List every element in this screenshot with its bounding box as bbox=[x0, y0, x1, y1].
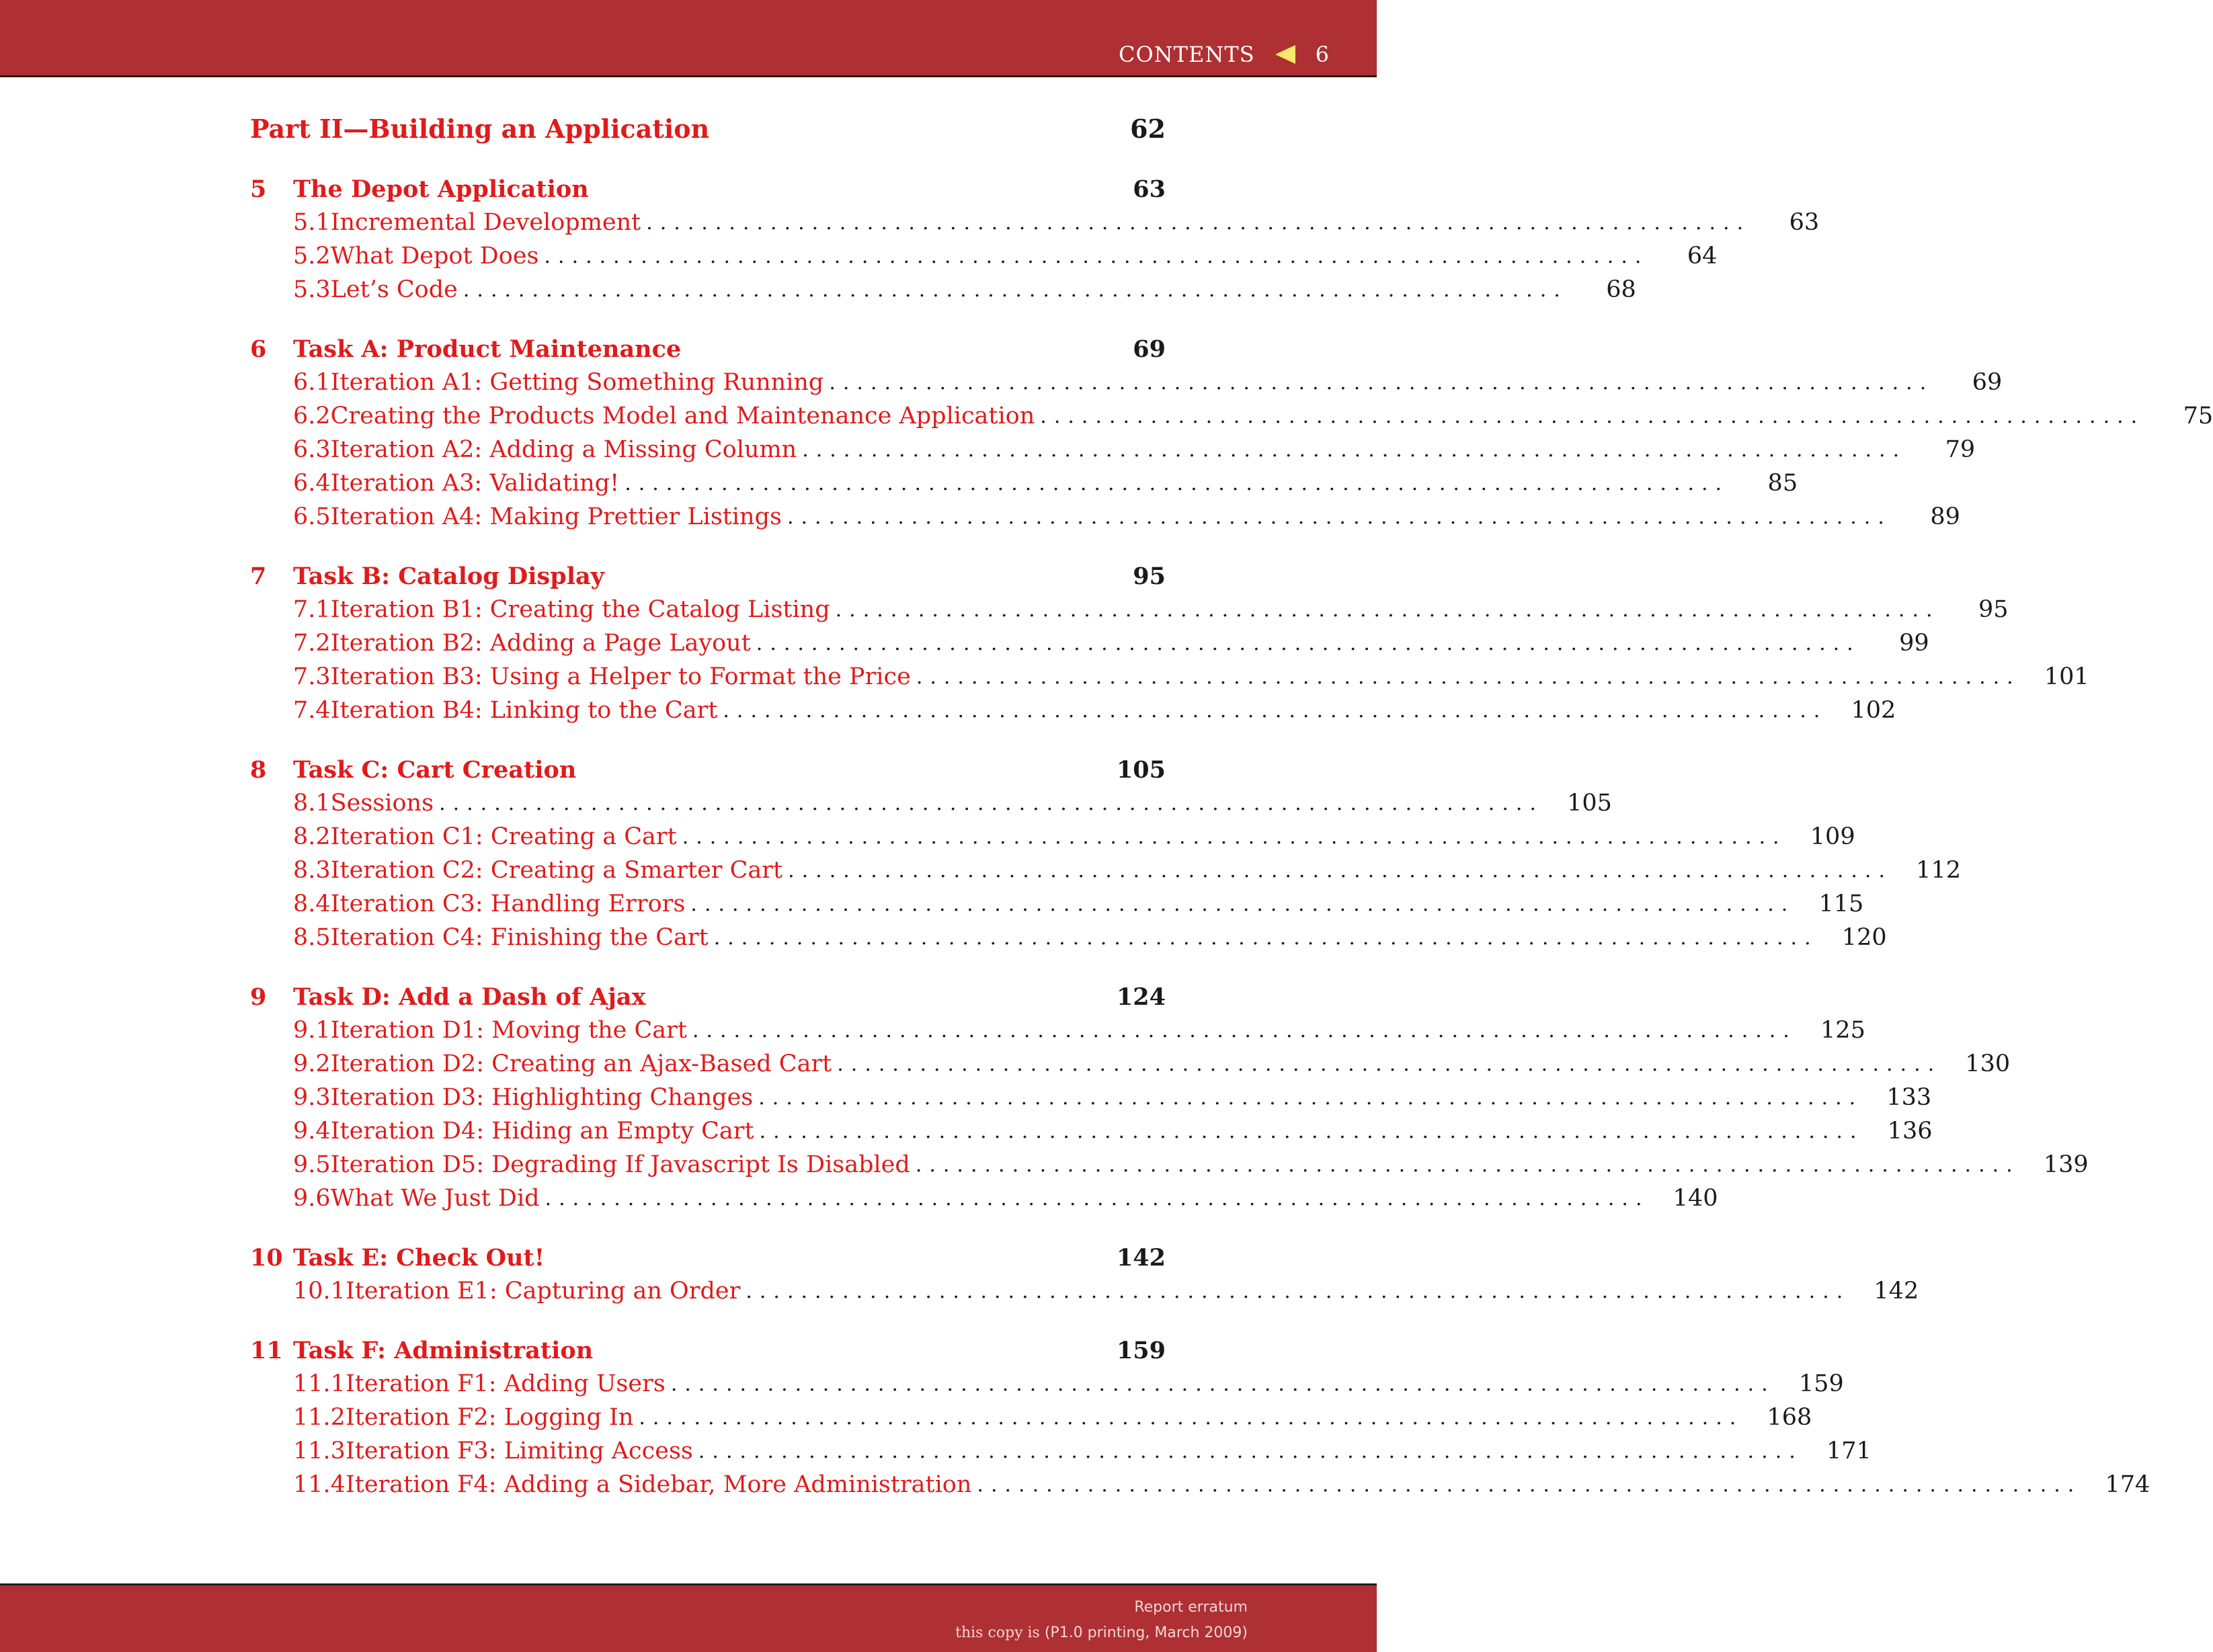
section-page-number: 101 bbox=[2044, 663, 2089, 690]
previous-page-arrow-icon[interactable] bbox=[1275, 45, 1295, 64]
section-number: 8.5 bbox=[293, 924, 331, 951]
section-title: Creating the Products Model and Maintenance Application bbox=[330, 403, 1035, 429]
dot-leader: ................................................................................ bbox=[758, 1085, 1863, 1110]
section-page-number: 64 bbox=[1687, 243, 1718, 270]
toc-section-entry[interactable] bbox=[250, 273, 1636, 306]
section-number: 6.2 bbox=[293, 403, 331, 429]
toc-section-entry[interactable] bbox=[250, 1081, 1932, 1114]
section-number: 9.2 bbox=[293, 1050, 331, 1077]
section-title: Iteration F3: Limiting Access bbox=[345, 1438, 693, 1464]
toc-chapter-entry[interactable] bbox=[250, 753, 1166, 786]
section-number: 10.1 bbox=[293, 1278, 346, 1305]
section-title: Iteration D5: Degrading If Javascript Is Disabled bbox=[330, 1151, 910, 1178]
section-title: Iteration E1: Capturing an Order bbox=[345, 1278, 741, 1305]
toc-section-entry[interactable] bbox=[250, 593, 2009, 626]
section-page-number: 159 bbox=[1798, 1370, 1844, 1397]
section-page-number: 89 bbox=[1930, 503, 1960, 530]
dot-leader: ................................................................................ bbox=[692, 1018, 1797, 1042]
toc-section-entry[interactable] bbox=[250, 921, 1887, 954]
dot-leader: ................................................................................ bbox=[462, 278, 1568, 302]
toc-section-entry[interactable] bbox=[250, 206, 1820, 239]
toc-chapter-entry[interactable] bbox=[250, 559, 1166, 593]
section-number: 9.3 bbox=[293, 1084, 331, 1111]
page-number: 6 bbox=[1315, 42, 1330, 67]
section-title: Iteration B3: Using a Helper to Format the Price bbox=[330, 663, 911, 690]
section-page-number: 174 bbox=[2105, 1471, 2150, 1498]
chapter-number: 10 bbox=[250, 1243, 283, 1272]
section-page-number: 79 bbox=[1945, 436, 1976, 463]
dot-leader: ................................................................................ bbox=[544, 244, 1649, 268]
section-number: 11.1 bbox=[293, 1370, 346, 1397]
dot-leader: ................................................................................ bbox=[788, 858, 1892, 882]
dot-leader: ................................................................................ bbox=[915, 1153, 2020, 1177]
toc-chapter-entry[interactable] bbox=[250, 980, 1166, 1014]
section-number: 7.3 bbox=[293, 663, 331, 690]
dot-leader: ................................................................................ bbox=[835, 597, 1940, 622]
chapter-title: Task E: Check Out! bbox=[293, 1243, 545, 1272]
chapter-page-number: 142 bbox=[1116, 1243, 1166, 1272]
dot-leader: ................................................................................ bbox=[746, 1279, 1851, 1303]
toc-chapter-entry[interactable] bbox=[250, 332, 1166, 366]
section-number: 8.3 bbox=[293, 857, 331, 884]
toc-section-entry[interactable] bbox=[250, 1047, 2011, 1081]
section-page-number: 99 bbox=[1899, 630, 1929, 657]
toc-section-entry[interactable] bbox=[250, 1367, 1844, 1401]
section-title: Iteration D4: Hiding an Empty Cart bbox=[330, 1118, 754, 1145]
chapter-number: 7 bbox=[250, 562, 267, 590]
section-number: 8.4 bbox=[293, 891, 331, 917]
section-number: 11.2 bbox=[293, 1404, 346, 1431]
toc-section-entry[interactable] bbox=[250, 1182, 1718, 1215]
section-page-number: 85 bbox=[1767, 470, 1798, 497]
dot-leader: ................................................................................ bbox=[916, 665, 2021, 689]
section-number: 8.2 bbox=[293, 823, 331, 850]
section-title: Iteration A1: Getting Something Running bbox=[330, 369, 824, 396]
toc-chapter-entry[interactable] bbox=[250, 1333, 1166, 1367]
toc-section-entry[interactable] bbox=[250, 239, 1718, 273]
dot-leader: ................................................................................ bbox=[829, 370, 1934, 395]
report-erratum-link[interactable]: Report erratum bbox=[1134, 1599, 1248, 1616]
section-page-number: 136 bbox=[1887, 1118, 1933, 1145]
section-title: Let’s Code bbox=[330, 276, 458, 303]
section-title: Iteration B2: Adding a Page Layout bbox=[330, 630, 751, 657]
section-page-number: 105 bbox=[1567, 790, 1612, 817]
toc-section-entry[interactable] bbox=[250, 399, 2213, 433]
section-title: Iteration F1: Adding Users bbox=[345, 1370, 666, 1397]
section-title: Iteration D2: Creating an Ajax-Based Cart bbox=[330, 1050, 832, 1077]
toc-part-entry[interactable] bbox=[250, 112, 1166, 145]
section-page-number: 133 bbox=[1886, 1084, 1932, 1111]
dot-leader: ................................................................................ bbox=[1040, 404, 2145, 428]
toc-section-entry[interactable] bbox=[250, 1401, 1812, 1434]
toc-section-entry[interactable] bbox=[250, 1434, 1872, 1468]
dot-leader: ................................................................................ bbox=[690, 892, 1796, 916]
section-number: 6.4 bbox=[293, 470, 331, 497]
chapter-title: Task F: Administration bbox=[293, 1336, 594, 1364]
section-page-number: 125 bbox=[1820, 1017, 1865, 1044]
chapter-page-number: 124 bbox=[1116, 983, 1166, 1011]
section-page-number: 112 bbox=[1916, 857, 1961, 884]
section-page-number: 142 bbox=[1874, 1278, 1919, 1305]
section-number: 11.3 bbox=[293, 1438, 346, 1464]
chapter-title: Task D: Add a Dash of Ajax bbox=[293, 983, 646, 1011]
header-nav bbox=[1119, 42, 1330, 67]
section-title: Iteration B4: Linking to the Cart bbox=[330, 697, 718, 724]
section-number: 7.1 bbox=[293, 596, 331, 623]
toc-section-entry[interactable] bbox=[250, 820, 1855, 854]
section-number: 7.4 bbox=[293, 697, 331, 724]
section-number: 8.1 bbox=[293, 790, 331, 817]
dot-leader: ................................................................................ bbox=[713, 925, 1818, 950]
chapter-page-number: 95 bbox=[1133, 562, 1166, 590]
chapter-title: Task A: Product Maintenance bbox=[293, 335, 682, 363]
chapter-page-number: 105 bbox=[1116, 755, 1166, 784]
section-title: Iteration C1: Creating a Cart bbox=[330, 823, 677, 850]
section-title: Iteration C4: Finishing the Cart bbox=[330, 924, 709, 951]
section-page-number: 75 bbox=[2183, 403, 2213, 429]
toc-section-entry[interactable] bbox=[250, 887, 1864, 921]
dot-leader: ................................................................................ bbox=[670, 1372, 1775, 1396]
chapter-number: 8 bbox=[250, 755, 267, 784]
section-title: Sessions bbox=[330, 790, 434, 817]
section-page-number: 102 bbox=[1851, 697, 1896, 724]
chapter-title: Task C: Cart Creation bbox=[293, 755, 577, 784]
chapter-number: 5 bbox=[250, 175, 267, 203]
chapter-page-number: 159 bbox=[1116, 1336, 1166, 1364]
chapter-number: 6 bbox=[250, 335, 267, 363]
toc-section-entry[interactable] bbox=[250, 854, 1961, 887]
dot-leader: ................................................................................ bbox=[756, 631, 1861, 655]
page-header bbox=[0, 0, 1377, 77]
section-title: Iteration F4: Adding a Sidebar, More Administration bbox=[345, 1471, 972, 1498]
section-number: 5.3 bbox=[293, 276, 331, 303]
chapter-page-number: 63 bbox=[1133, 175, 1166, 203]
toc-section-entry[interactable] bbox=[250, 1468, 2150, 1501]
toc-section-entry[interactable] bbox=[250, 1114, 1933, 1148]
section-number: 11.4 bbox=[293, 1471, 346, 1498]
section-page-number: 168 bbox=[1767, 1404, 1812, 1431]
section-page-number: 63 bbox=[1789, 209, 1820, 236]
section-number: 6.3 bbox=[293, 436, 331, 463]
page-footer bbox=[0, 1583, 1377, 1652]
section-title: Iteration B1: Creating the Catalog Listing bbox=[330, 596, 830, 623]
part-title: Part II—Building an Application bbox=[250, 113, 710, 144]
part-page-number: 62 bbox=[1130, 113, 1166, 144]
chapter-title: Task B: Catalog Display bbox=[293, 562, 605, 590]
chapter-number: 11 bbox=[250, 1336, 283, 1364]
toc-chapter-entry[interactable] bbox=[250, 172, 1166, 206]
section-title: Iteration A2: Adding a Missing Column bbox=[330, 436, 797, 463]
contents-link[interactable]: CONTENTS bbox=[1118, 42, 1255, 67]
section-title: Iteration D1: Moving the Cart bbox=[330, 1017, 687, 1044]
toc-section-entry[interactable] bbox=[250, 786, 1612, 820]
section-number: 9.5 bbox=[293, 1151, 331, 1178]
section-page-number: 139 bbox=[2043, 1151, 2089, 1178]
toc-section-entry[interactable] bbox=[250, 1274, 1919, 1308]
dot-leader: ................................................................................ bbox=[625, 471, 1730, 495]
dot-leader: ................................................................................ bbox=[759, 1119, 1864, 1143]
toc-section-entry[interactable] bbox=[250, 500, 1960, 534]
section-number: 6.5 bbox=[293, 503, 331, 530]
section-title: Iteration C3: Handling Errors bbox=[330, 891, 686, 917]
section-title: Iteration C2: Creating a Smarter Cart bbox=[330, 857, 783, 884]
dot-leader: ................................................................................ bbox=[977, 1473, 2082, 1497]
dot-leader: ................................................................................ bbox=[646, 210, 1751, 235]
section-page-number: 95 bbox=[1978, 596, 2009, 623]
dot-leader: ................................................................................ bbox=[682, 825, 1787, 849]
section-title: Iteration D3: Highlighting Changes bbox=[330, 1084, 754, 1111]
section-number: 9.1 bbox=[293, 1017, 331, 1044]
section-page-number: 69 bbox=[1972, 369, 2003, 396]
section-title: What We Just Did bbox=[330, 1185, 540, 1212]
copy-prefix: this copy is bbox=[955, 1624, 1045, 1641]
section-page-number: 115 bbox=[1818, 891, 1864, 917]
toc-section-entry[interactable] bbox=[250, 1148, 2089, 1182]
section-page-number: 120 bbox=[1841, 924, 1887, 951]
section-page-number: 68 bbox=[1606, 276, 1636, 303]
toc-section-entry[interactable] bbox=[250, 366, 2003, 399]
section-page-number: 109 bbox=[1810, 823, 1855, 850]
dot-leader: ................................................................................ bbox=[545, 1186, 1650, 1210]
dot-leader: ................................................................................ bbox=[439, 791, 1543, 815]
section-page-number: 140 bbox=[1673, 1185, 1718, 1212]
toc-section-entry[interactable] bbox=[250, 466, 1798, 500]
toc-chapter-entry[interactable] bbox=[250, 1241, 1166, 1274]
dot-leader: ................................................................................ bbox=[723, 698, 1828, 722]
toc-section-entry[interactable] bbox=[250, 433, 1976, 466]
section-title: Incremental Development bbox=[330, 209, 641, 236]
section-title: Iteration F2: Logging In bbox=[345, 1404, 634, 1431]
printing-info bbox=[955, 1624, 1248, 1641]
dot-leader: ................................................................................ bbox=[787, 505, 1892, 529]
dot-leader: ................................................................................ bbox=[802, 438, 1907, 462]
section-page-number: 171 bbox=[1826, 1438, 1872, 1464]
section-number: 7.2 bbox=[293, 630, 331, 657]
chapter-number: 9 bbox=[250, 983, 267, 1011]
toc-section-entry[interactable] bbox=[250, 1014, 1865, 1047]
section-number: 6.1 bbox=[293, 369, 331, 396]
section-number: 9.4 bbox=[293, 1118, 331, 1145]
toc-section-entry[interactable] bbox=[250, 694, 1896, 727]
section-title: Iteration A3: Validating! bbox=[330, 470, 620, 497]
dot-leader: ................................................................................ bbox=[698, 1439, 1803, 1463]
dot-leader: ................................................................................ bbox=[639, 1405, 1744, 1430]
section-number: 5.2 bbox=[293, 243, 331, 270]
section-title: Iteration A4: Making Prettier Listings bbox=[330, 503, 782, 530]
section-number: 5.1 bbox=[293, 209, 331, 236]
section-number: 9.6 bbox=[293, 1185, 331, 1212]
section-page-number: 130 bbox=[1965, 1050, 2011, 1077]
chapter-page-number: 69 bbox=[1133, 335, 1166, 363]
section-title: What Depot Does bbox=[330, 243, 539, 270]
dot-leader: ................................................................................ bbox=[837, 1052, 1942, 1076]
toc-section-entry[interactable] bbox=[250, 626, 1929, 660]
chapter-title: The Depot Application bbox=[293, 175, 589, 203]
copy-detail: (P1.0 printing, March 2009) bbox=[1044, 1624, 1248, 1641]
toc-section-entry[interactable] bbox=[250, 660, 2089, 694]
